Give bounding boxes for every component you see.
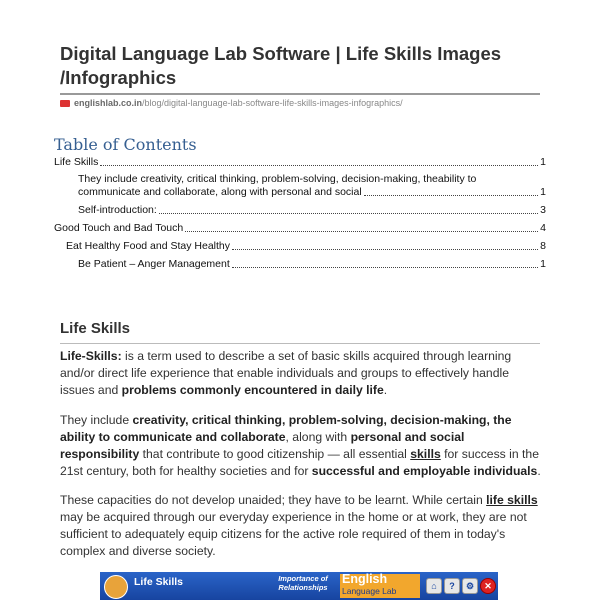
- brand-subname: Language Lab: [342, 586, 397, 596]
- app-logo-icon: [104, 575, 128, 599]
- toc-entry-page: 1: [540, 156, 546, 168]
- infographic-banner: [100, 572, 498, 600]
- toc-heading: Table of Contents: [54, 135, 197, 154]
- toc-entry-label: Eat Healthy Food and Stay Healthy: [66, 240, 231, 252]
- toc-entry-page: 1: [540, 186, 546, 198]
- close-icon[interactable]: ✕: [480, 578, 496, 594]
- emphasis-bold: creativity, critical thinking, problem-solving, decision-making, the ability to communicate and collaborate: [60, 413, 512, 444]
- toc-leader: [159, 213, 538, 214]
- toc-entry-label: Self-introduction:: [78, 204, 157, 216]
- toc-entry-label-line1: They include creativity, critical thinking, problem-solving, decision-making, theability to: [78, 173, 477, 185]
- toc-entry-label: Life Skills: [54, 156, 99, 168]
- text: .: [383, 383, 388, 397]
- toc-entry-label: Good Touch and Bad Touch: [54, 222, 184, 234]
- emphasis-bold: problems commonly encountered in daily life: [121, 383, 384, 397]
- source-domain: englishlab.co.in: [74, 98, 143, 108]
- toc-entry[interactable]: [78, 258, 546, 271]
- toc-entry[interactable]: [78, 173, 546, 199]
- favicon-icon: [60, 100, 70, 107]
- toc-leader: [232, 267, 538, 268]
- toc-entry-page: 8: [540, 240, 546, 252]
- text: These capacities do not develop unaided; they have to be learnt. While certain: [60, 493, 487, 507]
- paragraph-skills: [60, 412, 542, 480]
- section-heading: Life Skills: [60, 320, 131, 337]
- paragraph-definition: [60, 348, 542, 399]
- emphasis-bold: successful and employable individuals: [311, 464, 538, 478]
- settings-icon[interactable]: ⚙: [462, 578, 478, 594]
- text: is a term used to describe a set of basic skills acquired through learning and/or direct life experience that enable individuals and groups to effectively handle issues and: [60, 349, 512, 397]
- text: , along with: [285, 430, 351, 444]
- toc-entry-label-line2: communicate and collaborate, along with personal and social: [78, 186, 362, 198]
- title-divider: [60, 93, 540, 95]
- banner-title: Life Skills: [134, 576, 184, 588]
- text: They include: [60, 413, 133, 427]
- toc-entry-page: 1: [540, 258, 546, 270]
- home-icon[interactable]: ⌂: [426, 578, 442, 594]
- text: for success in the 21st century, both for healthy societies and for: [60, 447, 539, 478]
- emphasis-bold: personal and social responsibility: [60, 430, 465, 461]
- toc-leader: [100, 165, 538, 166]
- source-path: /blog/digital-language-lab-software-life-skills-images-infographics/: [142, 98, 403, 108]
- source-url[interactable]: [60, 98, 403, 108]
- text: that contribute to good citizenship — all essential: [139, 447, 411, 461]
- skills-link[interactable]: skills: [410, 447, 441, 461]
- text: .: [537, 464, 541, 478]
- section-divider: [60, 343, 540, 344]
- banner-subtitle: Importance of Relationships: [278, 574, 328, 592]
- toc-leader: [364, 195, 538, 196]
- text: may be acquired through our everyday experience in the home or at work, they are not sufficient to adequately equip citizens for the active role required of them in today's complex and diverse society.: [60, 510, 527, 558]
- help-icon[interactable]: ?: [444, 578, 460, 594]
- toc-leader: [185, 231, 538, 232]
- toc-entry-page: 4: [540, 222, 546, 234]
- toc-entry[interactable]: [54, 156, 546, 169]
- paragraph-learning: [60, 492, 542, 560]
- life-skills-link[interactable]: life skills: [486, 493, 538, 507]
- term-bold: Life-Skills:: [60, 349, 122, 363]
- toc-entry-label: Be Patient – Anger Management: [78, 258, 230, 270]
- toc-entry[interactable]: [78, 204, 546, 217]
- toc-entry-page: 3: [540, 204, 546, 216]
- document-title: Digital Language Lab Software | Life Skills Images /Infographics: [60, 43, 502, 88]
- toc-leader: [232, 249, 538, 250]
- brand-name: English: [342, 572, 388, 586]
- toc-entry[interactable]: [54, 222, 546, 235]
- toc-entry[interactable]: [66, 240, 546, 253]
